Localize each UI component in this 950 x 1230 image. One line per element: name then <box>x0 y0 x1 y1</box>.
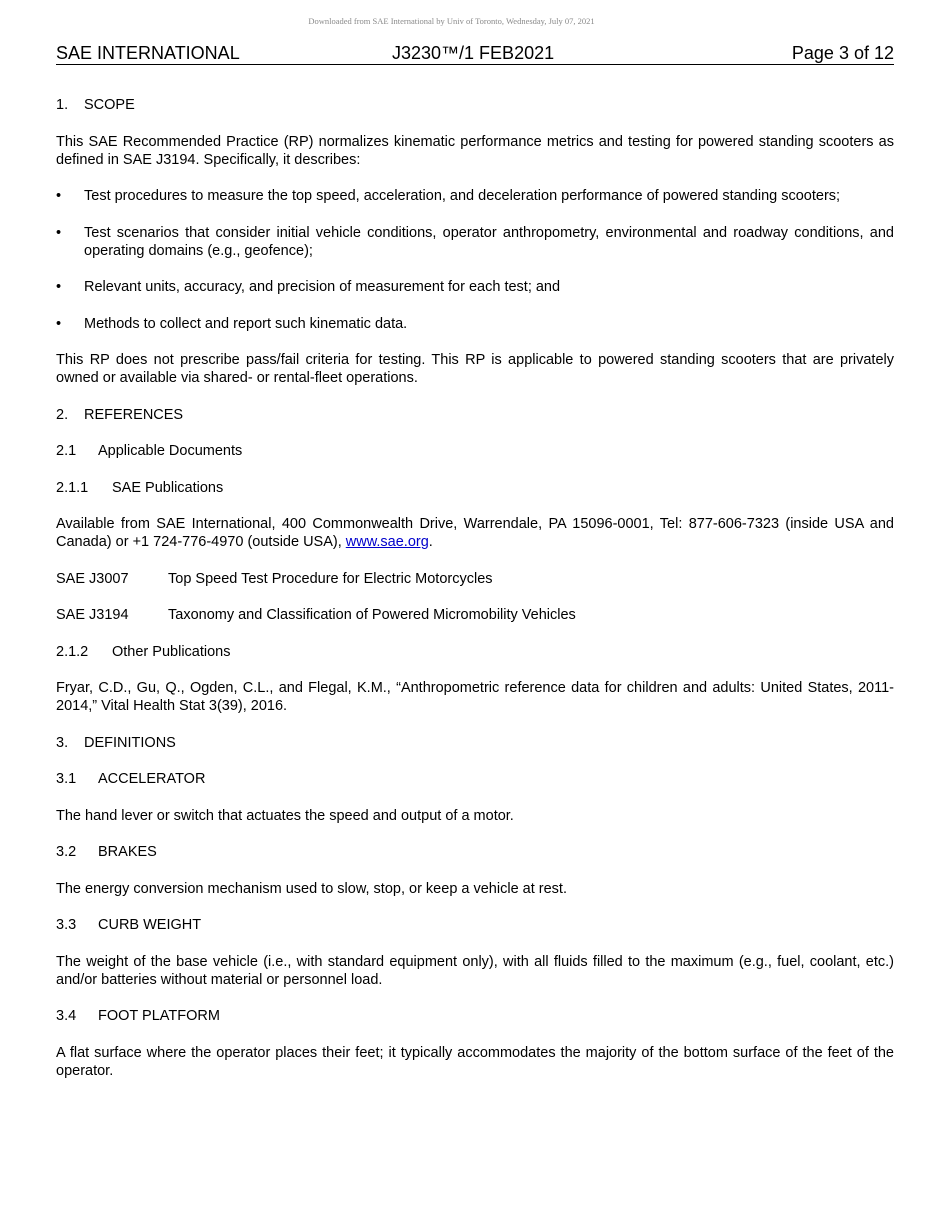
reference-item <box>56 570 894 588</box>
section-number: 1. <box>56 97 69 113</box>
scope-bullet <box>56 224 894 260</box>
bullet-text: Relevant units, accuracy, and precision of measurement for each test; and <box>84 279 561 295</box>
sae-website-link[interactable]: www.sae.org <box>345 534 429 550</box>
definition-number: 3.3 <box>56 917 77 933</box>
section-number: 2. <box>56 406 69 423</box>
section-title: DEFINITIONS <box>84 734 176 751</box>
definition-term: CURB WEIGHT <box>98 917 202 933</box>
definition-term: ACCELERATOR <box>98 771 206 787</box>
availability-text: Available from SAE International, 400 Commonwealth Drive, Warrendale, PA 15096-0001, Tel: 877-606-7323 (inside USA and Canada) or +1 724-776-4970 (outside USA), <box>56 516 894 550</box>
reference-code: SAE J3007 <box>56 570 129 587</box>
definition-text: The energy conversion mechanism used to slow, stop, or keep a vehicle at rest. <box>56 880 567 897</box>
subsection-number: 2.1 <box>56 443 77 459</box>
bullet-icon: • <box>56 315 62 332</box>
definition-term: FOOT PLATFORM <box>98 1008 220 1024</box>
section-definitions-heading <box>56 734 894 752</box>
sae-availability <box>56 515 894 551</box>
reference-item <box>56 606 894 624</box>
availability-period: . <box>428 534 433 550</box>
header-org: SAE INTERNATIONAL <box>56 43 240 63</box>
bullet-text: Methods to collect and report such kinematic data. <box>84 315 408 332</box>
bullet-icon: • <box>56 188 62 204</box>
subsection-other-publications <box>56 643 894 661</box>
header-page-number: Page 3 of 12 <box>791 43 894 63</box>
definition-heading-foot-platform <box>56 1007 894 1025</box>
reference-title: Taxonomy and Classification of Powered Micromobility Vehicles <box>168 607 576 623</box>
definition-number: 3.4 <box>56 1008 77 1024</box>
subsection-title: Other Publications <box>112 643 231 660</box>
section-title: REFERENCES <box>84 406 184 423</box>
definition-text: A flat surface where the operator places their feet; it typically accommodates the majority of the bottom surface of the feet of the operator. <box>56 1044 894 1079</box>
section-references-heading <box>56 406 894 424</box>
subsection-number: 2.1.2 <box>56 643 89 660</box>
subsection-title: SAE Publications <box>112 479 224 496</box>
definition-heading-brakes <box>56 843 894 861</box>
download-watermark: Downloaded from SAE International by Univ of Toronto, Wednesday, July 07, 2021 <box>308 16 595 26</box>
section-number: 3. <box>56 734 69 751</box>
subsection-applicable-documents <box>56 442 894 460</box>
scope-bullet <box>56 315 894 333</box>
reference-code: SAE J3194 <box>56 607 129 623</box>
definition-number: 3.2 <box>56 844 77 860</box>
scope-bullet <box>56 187 894 205</box>
scope-intro: This SAE Recommended Practice (RP) normalizes kinematic performance metrics and testing for powered standing scooters as defined in SAE J3194. Specifically, it describes: <box>56 133 894 168</box>
section-title: SCOPE <box>84 97 135 113</box>
definition-number: 3.1 <box>56 771 77 787</box>
header-doc-number: J3230™/1 FEB2021 <box>392 43 555 63</box>
subsection-number: 2.1.1 <box>56 479 89 496</box>
running-header <box>56 43 894 65</box>
bullet-icon: • <box>56 224 62 241</box>
definition-term: BRAKES <box>98 844 157 860</box>
definition-heading-accelerator <box>56 770 894 788</box>
definition-text: The hand lever or switch that actuates the speed and output of a motor. <box>56 807 514 824</box>
bullet-text: Test scenarios that consider initial vehicle conditions, operator anthropometry, environmental and roadway conditions, and operating domains (e.g., geofence); <box>84 224 894 259</box>
bullet-text: Test procedures to measure the top speed, acceleration, and deceleration performance of powered standing scooters; <box>84 188 841 204</box>
definition-heading-curb-weight <box>56 916 894 934</box>
subsection-title: Applicable Documents <box>98 443 243 459</box>
bullet-icon: • <box>56 279 62 295</box>
reference-title: Top Speed Test Procedure for Electric Motorcycles <box>168 570 493 587</box>
scope-closing: This RP does not prescribe pass/fail criteria for testing. This RP is applicable to powered standing scooters that are privately owned or available via shared- or rental-fleet operations. <box>56 352 894 386</box>
section-scope-heading <box>56 96 894 114</box>
other-citation: Fryar, C.D., Gu, Q., Ogden, C.L., and Flegal, K.M., “Anthropometric reference data for children and adults: United States, 2011-2014,” Vital Health Stat 3(39), 2016. <box>56 680 894 714</box>
definition-text: The weight of the base vehicle (i.e., with standard equipment only), with all fluids filled to the maximum (e.g., fuel, coolant, etc.) and/or batteries without material or personnel load. <box>56 953 894 988</box>
scope-bullet <box>56 278 894 296</box>
subsection-sae-publications <box>56 479 894 497</box>
page-body <box>56 96 894 1080</box>
